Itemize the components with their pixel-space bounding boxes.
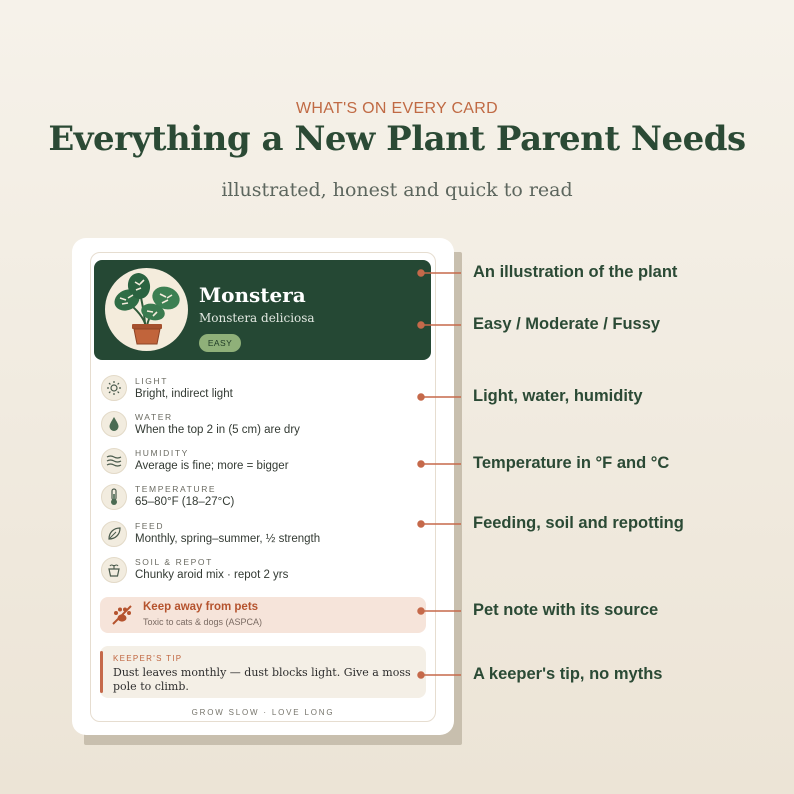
care-label-soil: SOIL & REPOT bbox=[135, 557, 213, 567]
plant-latin-name: Monstera deliciosa bbox=[199, 311, 315, 325]
care-value-humidity: Average is fine; more = bigger bbox=[135, 460, 289, 472]
pot-icon bbox=[101, 557, 127, 583]
care-label-humidity: HUMIDITY bbox=[135, 448, 189, 458]
callout-care: Light, water, humidity bbox=[473, 387, 643, 405]
page-subtitle: illustrated, honest and quick to read bbox=[221, 179, 573, 201]
keeper-tip-accent-bar bbox=[100, 651, 103, 693]
keeper-tip-label: KEEPER'S TIP bbox=[113, 654, 183, 663]
thermometer-icon bbox=[101, 484, 127, 510]
eyebrow: WHAT'S ON EVERY CARD bbox=[296, 100, 498, 117]
care-label-feed: FEED bbox=[135, 521, 165, 531]
callout-keeper-tip: A keeper's tip, no myths bbox=[473, 665, 663, 683]
plant-illustration bbox=[105, 268, 188, 351]
pet-warning-title: Keep away from pets bbox=[143, 601, 259, 613]
callout-illustration: An illustration of the plant bbox=[473, 263, 678, 281]
card-footer: GROW SLOW · LOVE LONG bbox=[191, 708, 335, 717]
care-value-light: Bright, indirect light bbox=[135, 388, 233, 400]
difficulty-badge: EASY bbox=[199, 334, 241, 352]
leaf-icon bbox=[101, 521, 127, 547]
plant-name: Monstera bbox=[199, 283, 306, 307]
care-value-temperature: 65–80°F (18–27°C) bbox=[135, 496, 235, 508]
care-label-light: LIGHT bbox=[135, 376, 169, 386]
water-drop-icon bbox=[101, 411, 127, 437]
monstera-plant-icon bbox=[105, 268, 188, 351]
callout-temperature: Temperature in °F and °C bbox=[473, 454, 670, 472]
care-value-soil: Chunky aroid mix · repot 2 yrs bbox=[135, 569, 289, 581]
page-title: Everything a New Plant Parent Needs bbox=[48, 119, 746, 159]
callout-feeding: Feeding, soil and repotting bbox=[473, 514, 684, 532]
humidity-waves-icon bbox=[101, 448, 127, 474]
care-label-temperature: TEMPERATURE bbox=[135, 484, 217, 494]
no-paw-icon bbox=[109, 603, 135, 627]
sun-icon bbox=[101, 375, 127, 401]
care-value-feed: Monthly, spring–summer, ½ strength bbox=[135, 533, 321, 545]
keeper-tip-text: Dust leaves monthly — dust blocks light. Give a moss pole to climb. bbox=[113, 666, 411, 693]
care-value-water: When the top 2 in (5 cm) are dry bbox=[135, 424, 300, 436]
care-label-water: WATER bbox=[135, 412, 173, 422]
callout-difficulty: Easy / Moderate / Fussy bbox=[473, 315, 661, 333]
callout-pet-note: Pet note with its source bbox=[473, 601, 659, 619]
pet-warning-source: Toxic to cats & dogs (ASPCA) bbox=[143, 617, 263, 627]
